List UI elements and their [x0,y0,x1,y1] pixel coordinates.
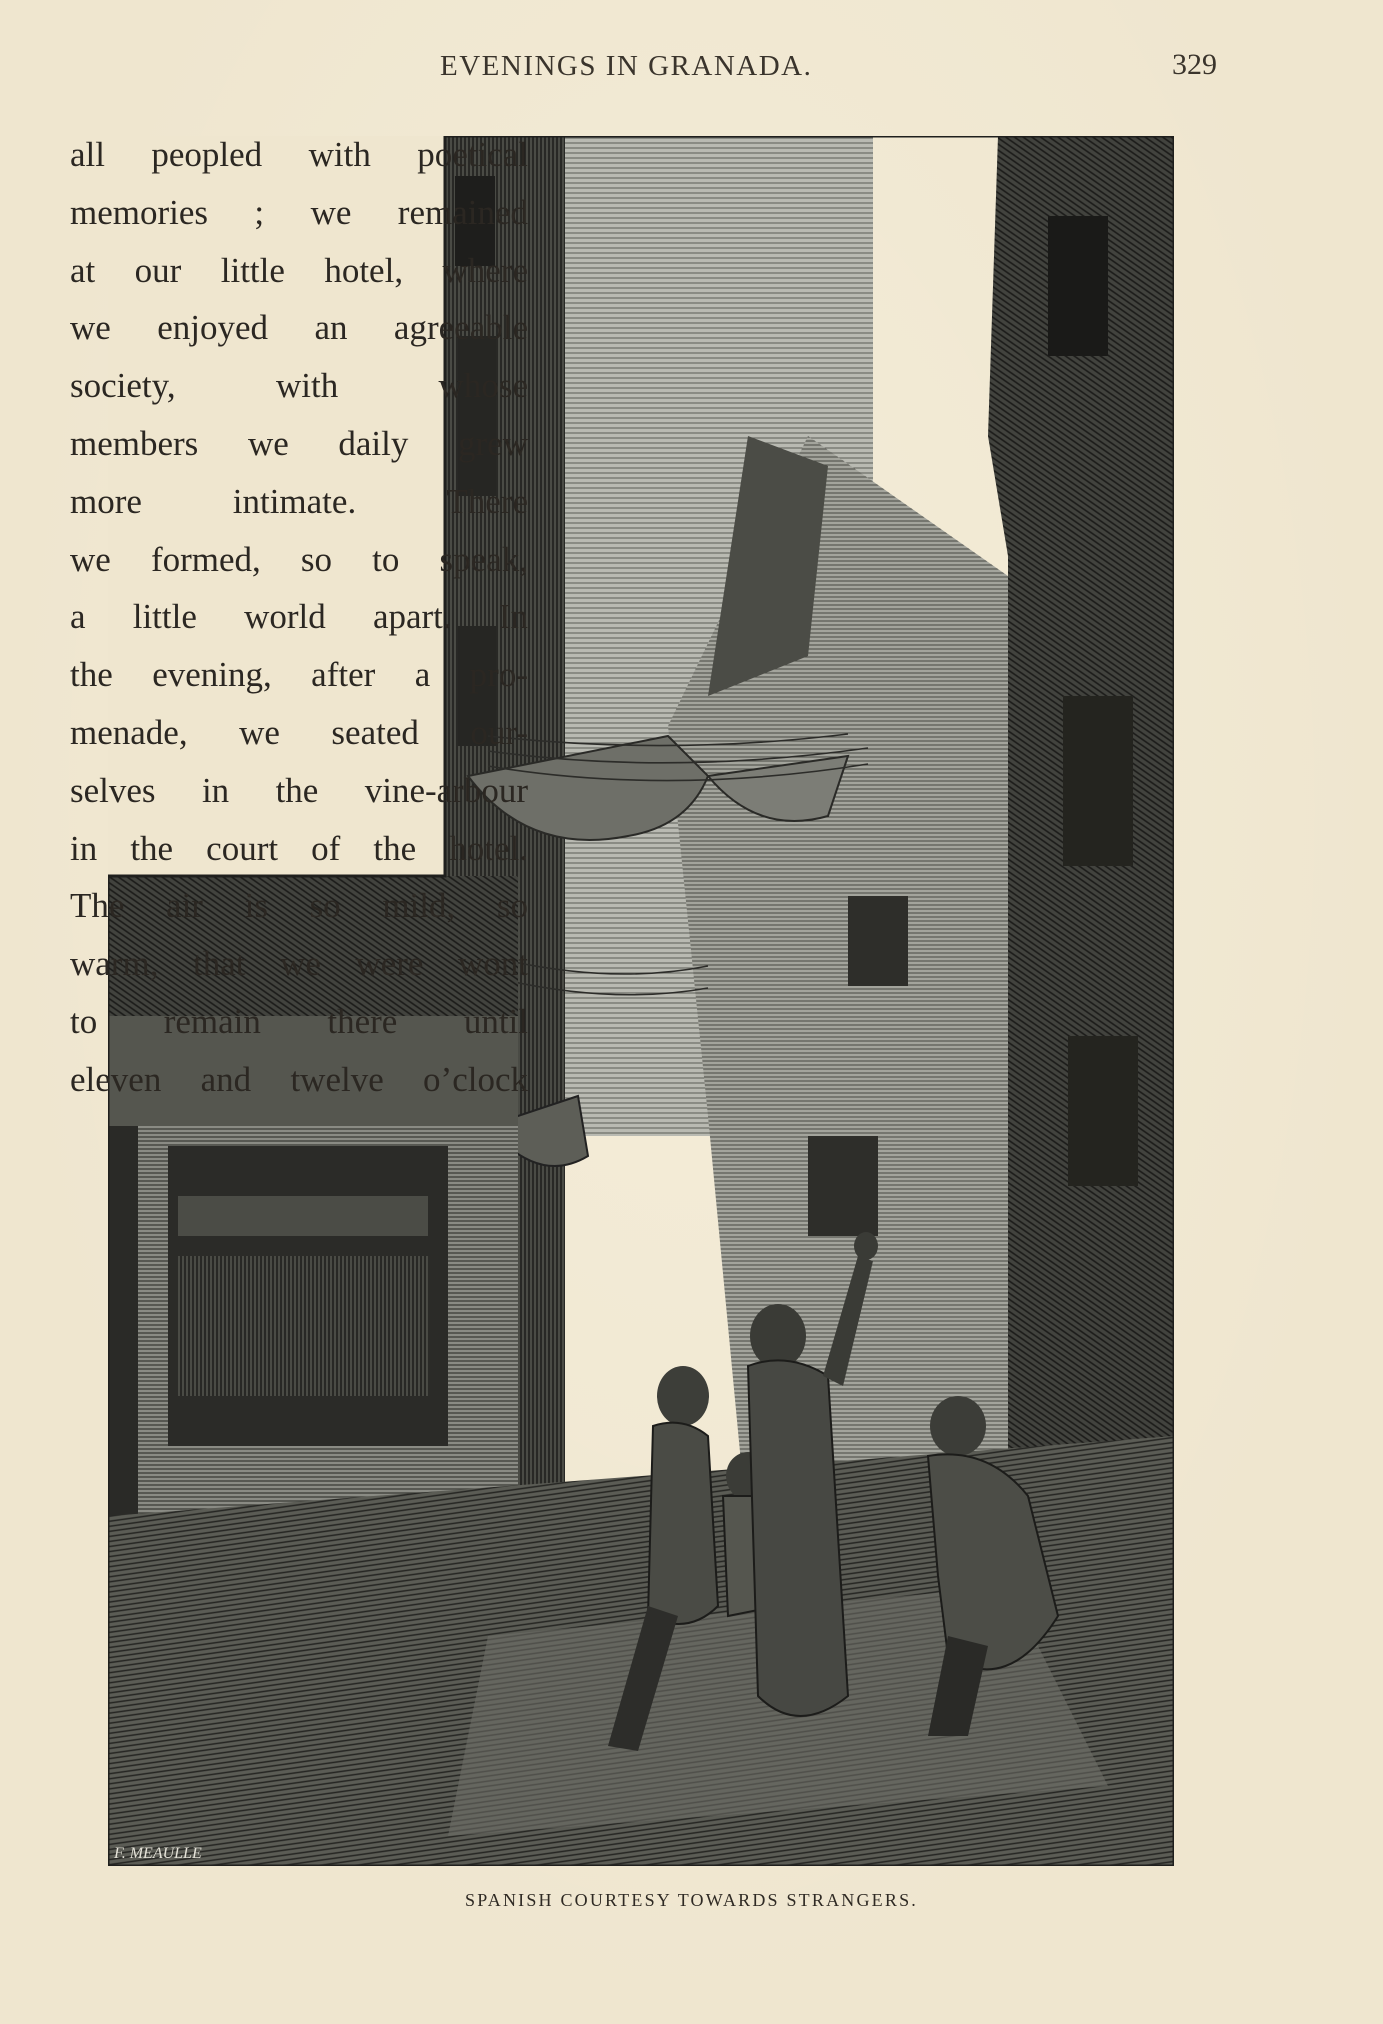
text-line: warm, that we were wont [70,944,528,984]
text-line: society, with whose [70,366,528,406]
text-line: the evening, after a pro- [70,655,528,695]
text-line: selves in the vine-arbour [70,770,528,810]
text-line: memories ; we remained [70,192,528,232]
page-number: 329 [1172,48,1217,81]
text-line: to remain there until [70,1001,528,1041]
running-head: EVENINGS IN GRANADA. [440,50,813,82]
text-line: in the court of the hotel. [70,828,528,868]
engraver-signature: F. MEAULLE [114,1845,202,1862]
illustration-caption: SPANISH COURTESY TOWARDS STRANGERS. [464,1890,918,1910]
text-line: eleven and twelve o’clock [70,1059,528,1099]
body-text-column [70,126,528,1109]
text-line: we enjoyed an agreeable [70,308,528,348]
text-line: at our little hotel, where [70,250,528,290]
text-line: members we daily grew [70,423,528,463]
text-line: more intimate. There [70,481,528,521]
text-line: all peopled with poetical [70,135,528,174]
text-line: we formed, so to speak, [70,539,528,579]
text-line: The air is so mild, so [70,886,528,926]
text-line: menade, we seated our- [70,712,528,752]
text-line: a little world apart. In [70,597,528,637]
